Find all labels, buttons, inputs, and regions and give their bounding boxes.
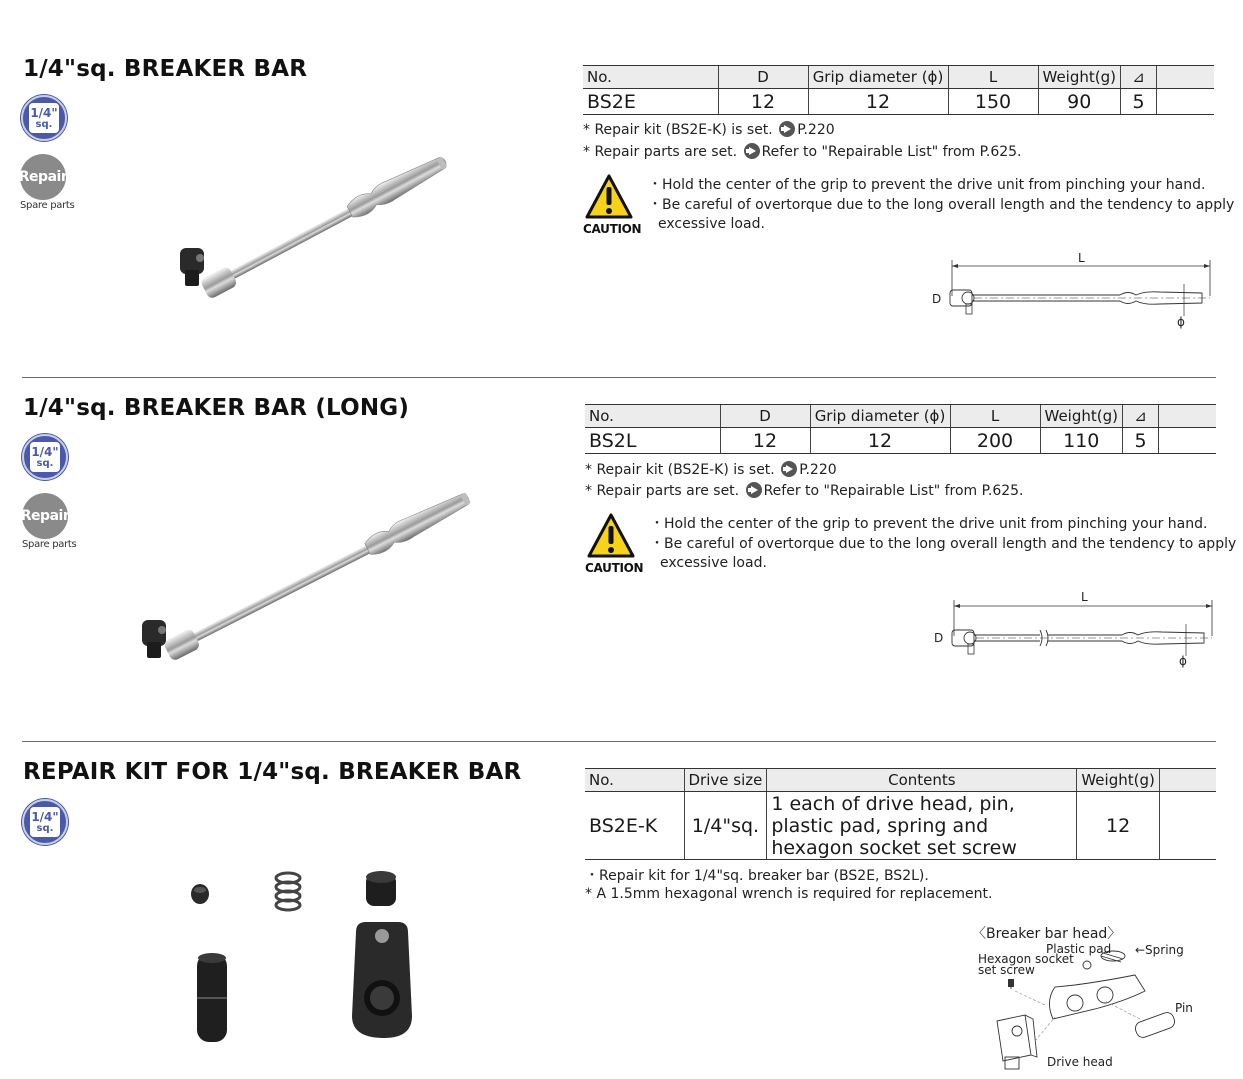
cell-no: BS2E	[583, 89, 718, 115]
table-row	[583, 89, 1214, 115]
label-hex-screw-line1: Hexagon socket	[978, 952, 1074, 966]
caution-text	[650, 515, 1236, 574]
dim-label-phi: ϕ	[1177, 315, 1185, 329]
caution-line-3: excessive load.	[660, 555, 767, 571]
repair-kit-compat-note: ・Repair kit for 1/4"sq. breaker bar (BS2E, BS2L).	[585, 868, 929, 884]
repair-kit-note	[585, 461, 837, 478]
dim-label-l: L	[1081, 590, 1088, 604]
caution-text	[648, 176, 1234, 235]
quarter-inch-drive-badge	[22, 799, 68, 845]
cell-drive-size: 1/4"sq.	[684, 792, 767, 860]
header-l: L	[948, 66, 1038, 89]
cell-qty: 5	[1122, 428, 1158, 454]
cell-qty: 5	[1120, 89, 1156, 115]
repair-kit-ref: P.220	[799, 462, 837, 478]
label-hex-screw	[978, 954, 1074, 976]
header-weight: Weight(g)	[1077, 769, 1159, 792]
header-grip: Grip diameter (ϕ)	[808, 66, 948, 89]
repair-parts-text: * Repair parts are set.	[585, 483, 740, 499]
repair-kit-note	[583, 121, 835, 138]
header-drive-size: Drive size	[684, 769, 767, 792]
hex-wrench-note: * A 1.5mm hexagonal wrench is required for replacement.	[585, 886, 993, 902]
cell-no: BS2L	[585, 428, 720, 454]
repair-parts-text: * Repair parts are set.	[583, 144, 738, 160]
section-title: 1/4"sq. BREAKER BAR	[23, 56, 308, 82]
repair-parts-ref: Refer to "Repairable List" from P.625.	[763, 483, 1024, 499]
exploded-diagram-title: 〈Breaker bar head〉	[972, 926, 1122, 942]
cell-d: 12	[720, 428, 810, 454]
caution-line-1: ・Hold the center of the grip to prevent the drive unit from pinching your hand.	[648, 177, 1206, 193]
repair-parts-note	[585, 482, 1024, 499]
label-spring: ←Spring	[1135, 943, 1184, 957]
cell-blank	[1156, 89, 1214, 115]
repair-kit-parts-photo	[180, 866, 430, 1076]
arrow-right-icon	[781, 461, 797, 477]
header-d: D	[718, 66, 808, 89]
header-no: No.	[585, 405, 720, 428]
dim-label-l: L	[1078, 251, 1085, 265]
badge-line2: sq.	[35, 118, 53, 130]
header-d: D	[720, 405, 810, 428]
section-repair-kit	[0, 741, 1243, 1079]
quarter-inch-drive-badge	[22, 434, 68, 480]
table-row	[585, 792, 1216, 860]
repair-kit-text: * Repair kit (BS2E-K) is set.	[583, 122, 773, 138]
cell-d: 12	[718, 89, 808, 115]
header-no: No.	[583, 66, 718, 89]
caution-line-1: ・Hold the center of the grip to prevent the drive unit from pinching your hand.	[650, 516, 1208, 532]
arrow-right-icon	[779, 121, 795, 137]
section-title: REPAIR KIT FOR 1/4"sq. BREAKER BAR	[23, 759, 522, 785]
label-drive-head: Drive head	[1047, 1055, 1113, 1069]
section-breaker-bar	[0, 0, 1243, 378]
breaker-bar-photo	[170, 150, 470, 310]
repair-kit-table	[585, 768, 1216, 860]
repair-kit-ref: P.220	[797, 122, 835, 138]
header-no: No.	[585, 769, 684, 792]
quarter-inch-drive-badge	[21, 95, 67, 141]
badge-line2: sq.	[36, 457, 54, 469]
header-blank	[1158, 405, 1216, 428]
header-l: L	[950, 405, 1040, 428]
cell-contents: 1 each of drive head, pin, plastic pad, spring and hexagon socket set screw	[767, 792, 1077, 860]
dim-label-d: D	[932, 292, 942, 306]
badge-line1: 1/4"	[30, 105, 58, 120]
caution-warning-icon	[585, 174, 633, 220]
repair-kit-text: * Repair kit (BS2E-K) is set.	[585, 462, 775, 478]
repair-badge: Repair	[20, 154, 66, 200]
section-breaker-bar-long	[0, 378, 1243, 741]
cell-grip: 12	[808, 89, 948, 115]
caution-line-2: ・Be careful of overtorque due to the long overall length and the tendency to apply	[650, 535, 1237, 552]
label-hex-screw-line2: set screw	[978, 963, 1035, 977]
label-plastic-pad: Plastic pad	[1046, 942, 1112, 956]
caution-label: CAUTION	[585, 561, 644, 575]
caution-line-2: ・Be careful of overtorque due to the long overall length and the tendency to apply	[648, 196, 1235, 213]
dim-label-phi: ϕ	[1179, 654, 1187, 668]
spec-table	[583, 65, 1214, 115]
badge-line1: 1/4"	[31, 444, 59, 459]
header-blank	[1159, 769, 1216, 792]
cell-no: BS2E-K	[585, 792, 684, 860]
label-pin: Pin	[1175, 1001, 1193, 1015]
dim-label-d: D	[934, 631, 944, 645]
badge-line2: sq.	[36, 822, 54, 834]
caution-line-3: excessive load.	[658, 216, 765, 232]
cell-weight: 110	[1040, 428, 1122, 454]
header-qty: ⊿	[1122, 405, 1158, 428]
header-blank	[1156, 66, 1214, 89]
header-grip: Grip diameter (ϕ)	[810, 405, 950, 428]
badge-line1: 1/4"	[31, 809, 59, 824]
cell-l: 200	[950, 428, 1040, 454]
repair-parts-note	[583, 143, 1022, 160]
header-weight: Weight(g)	[1040, 405, 1122, 428]
caution-warning-icon	[587, 513, 635, 559]
cell-weight: 12	[1077, 792, 1159, 860]
caution-label: CAUTION	[583, 222, 642, 236]
spare-parts-caption: Spare parts	[22, 539, 77, 550]
arrow-right-icon	[746, 482, 762, 498]
cell-blank	[1159, 792, 1216, 860]
repair-parts-ref: Refer to "Repairable List" from P.625.	[761, 144, 1022, 160]
header-qty: ⊿	[1120, 66, 1156, 89]
cell-grip: 12	[810, 428, 950, 454]
table-row	[585, 428, 1216, 454]
breaker-bar-long-photo	[130, 478, 500, 678]
cell-l: 150	[948, 89, 1038, 115]
spare-parts-caption: Spare parts	[20, 200, 75, 211]
cell-blank	[1158, 428, 1216, 454]
section-title: 1/4"sq. BREAKER BAR (LONG)	[23, 395, 410, 421]
arrow-right-icon	[744, 143, 760, 159]
repair-badge: Repair	[22, 493, 68, 539]
spec-table	[585, 404, 1216, 454]
header-weight: Weight(g)	[1038, 66, 1120, 89]
header-contents: Contents	[767, 769, 1077, 792]
cell-weight: 90	[1038, 89, 1120, 115]
